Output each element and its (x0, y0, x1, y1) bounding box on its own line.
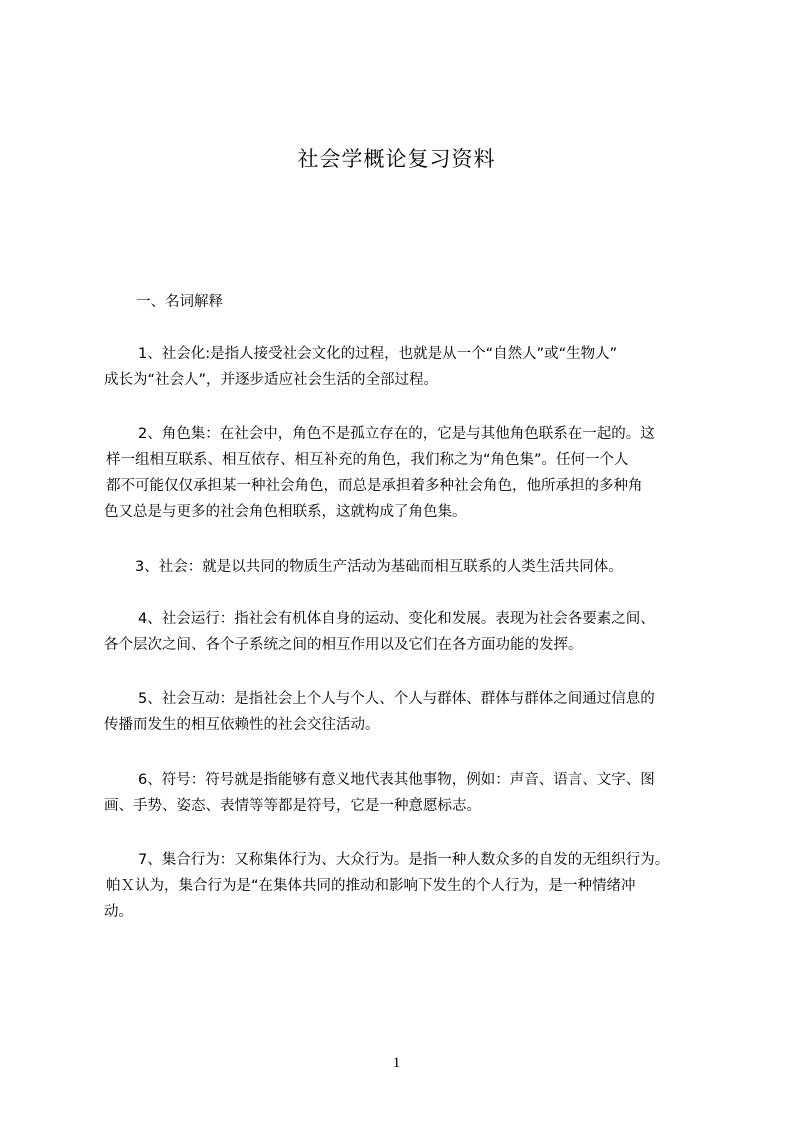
entry-line: 各个层次之间、各个子系统之间的相互作用以及它们在各方面功能的发挥。 (104, 637, 583, 653)
document-title: 社会学概论复习资料 (297, 147, 496, 171)
definition-entry-social-operation (104, 606, 724, 658)
definition-entry-symbol (104, 767, 724, 819)
entry-line: 5、社会互动：是指社会上个人与个人、个人与群体、群体与群体之间通过信息的 (138, 691, 655, 707)
definition-entry-society (104, 554, 724, 580)
definition-entry-collective-behavior (104, 847, 724, 925)
entry-line: 画、手势、姿态、表情等等都是符号，它是一种意愿标志。 (104, 798, 481, 814)
definition-entry-role-set (104, 421, 724, 525)
entry-line: 6、符号：符号就是指能够有意义地代表其他事物，例如：声音、语言、文字、图 (138, 772, 655, 788)
entry-line: 7、集合行为：又称集体行为、大众行为。是指一种人数众多的自发的无组织行为。 (138, 852, 670, 868)
definition-entry-social-interaction (104, 686, 724, 738)
section-heading: 一、名词解释 (136, 294, 223, 310)
entry-line: 成长为“社会人”，并逐步适应社会生活的全部过程。 (104, 372, 439, 388)
entry-line: 都不可能仅仅承担某一种社会角色，而总是承担着多种社会角色，他所承担的多种角 (106, 478, 643, 494)
entry-line: 4、社会运行：指社会有机体自身的运动、变化和发展。表现为社会各要素之间、 (138, 611, 655, 627)
entry-line: 1、社会化:是指人接受社会文化的过程，也就是从一个“自然人”或“生物人” (138, 346, 618, 362)
page-number: 1 (392, 1055, 401, 1071)
entry-line: 传播而发生的相互依赖性的社会交往活动。 (104, 717, 380, 733)
entry-line: 2、角色集：在社会中，角色不是孤立存在的，它是与其他角色联系在一起的。这 (138, 426, 655, 442)
entry-line: 3、社会：就是以共同的物质生产活动为基础而相互联系的人类生活共同体。 (135, 559, 623, 575)
entry-line: 色又总是与更多的社会角色相联系，这就构成了角色集。 (104, 504, 467, 520)
definition-entry-socialization (104, 341, 724, 393)
entry-line: 帕Ｘ认为，集合行为是“在集体共同的推动和影响下发生的个人行为，是一种情绪冲 (106, 878, 636, 894)
entry-line: 样一组相互联系、相互依存、相互补充的角色，我们称之为“角色集”。任何一个人 (106, 452, 629, 468)
entry-line: 动。 (104, 904, 133, 920)
